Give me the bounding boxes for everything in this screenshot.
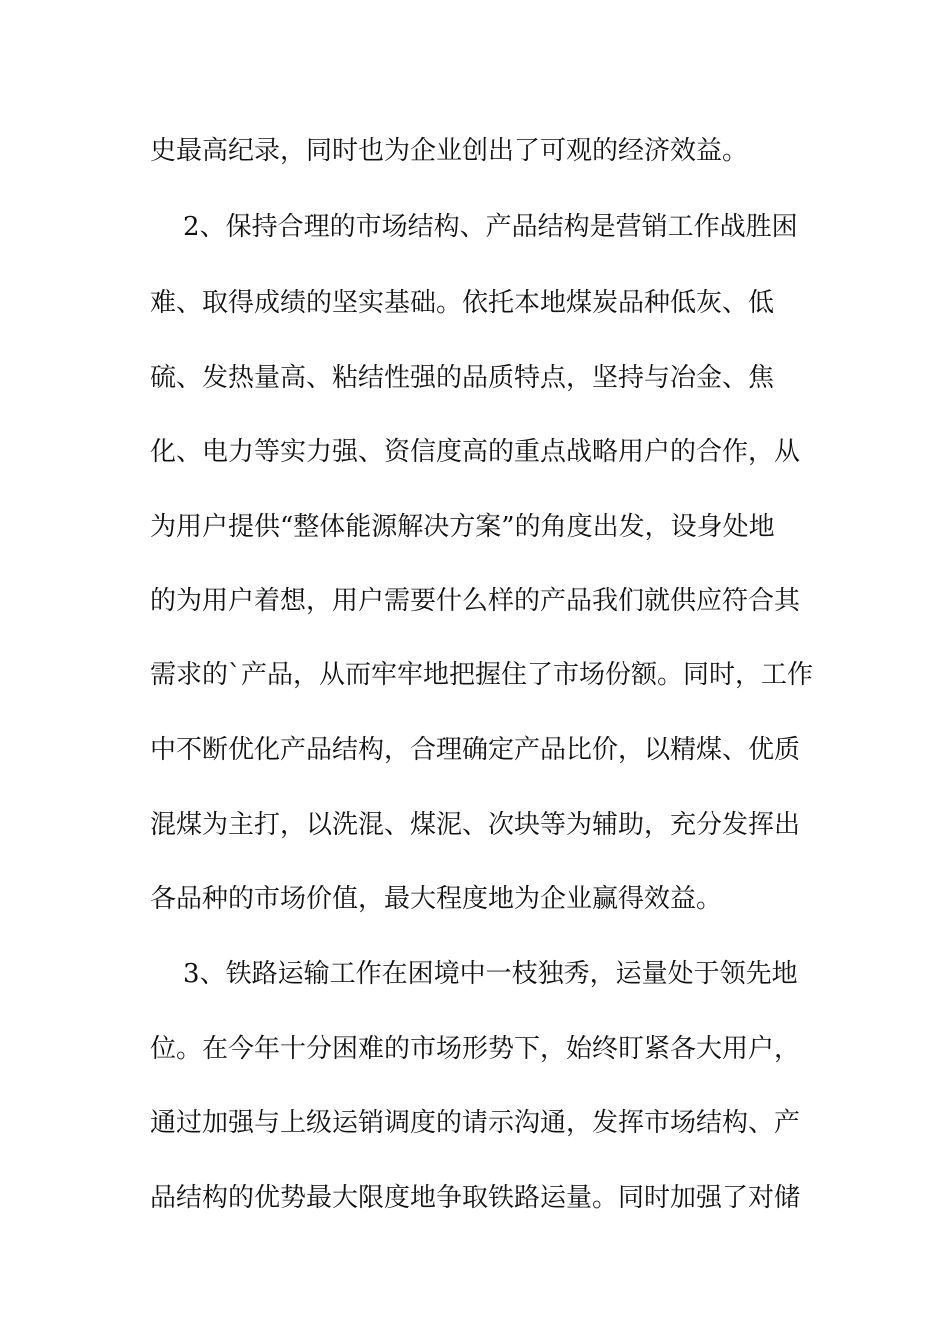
paragraph-2-start: 2、保持合理的市场结构、产品结构是营销工作战胜困 <box>150 212 798 242</box>
text-line: 品结构的优势最大限度地争取铁路运量。同时加强了对储 <box>150 1183 801 1213</box>
text-line: 各品种的市场价值，最大程度地为企业赢得效益。 <box>150 884 723 914</box>
text-line: 的为用户着想，用户需要什么样的产品我们就供应符合其 <box>150 586 801 616</box>
text-line: 化、电力等实力强、资信度高的重点战略用户的合作，从 <box>150 437 801 467</box>
text-line: 为用户提供“整体能源解决方案”的角度出发，设身处地 <box>150 512 775 542</box>
text-line: 混煤为主打，以洗混、煤泥、次块等为辅助，充分发挥出 <box>150 810 801 840</box>
text-line: 需求的`产品，从而牢牢地把握住了市场份额。同时，工作 <box>150 660 814 690</box>
text-line: 通过加强与上级运销调度的请示沟通，发挥市场结构、产 <box>150 1108 801 1138</box>
text-line: 位。在今年十分困难的市场形势下，始终盯紧各大用户， <box>150 1034 801 1064</box>
text-line: 难、取得成绩的坚实基础。依托本地煤炭品种低灰、低 <box>150 288 775 318</box>
text-line: 中不断优化产品结构，合理确定产品比价，以精煤、优质 <box>150 735 801 765</box>
text-line: 硫、发热量高、粘结性强的品质特点，坚持与冶金、焦 <box>150 363 775 393</box>
text-line: 史最高纪录，同时也为企业创出了可观的经济效益。 <box>150 136 749 166</box>
paragraph-3-start: 3、铁路运输工作在困境中一枝独秀，运量处于领先地 <box>150 959 798 989</box>
